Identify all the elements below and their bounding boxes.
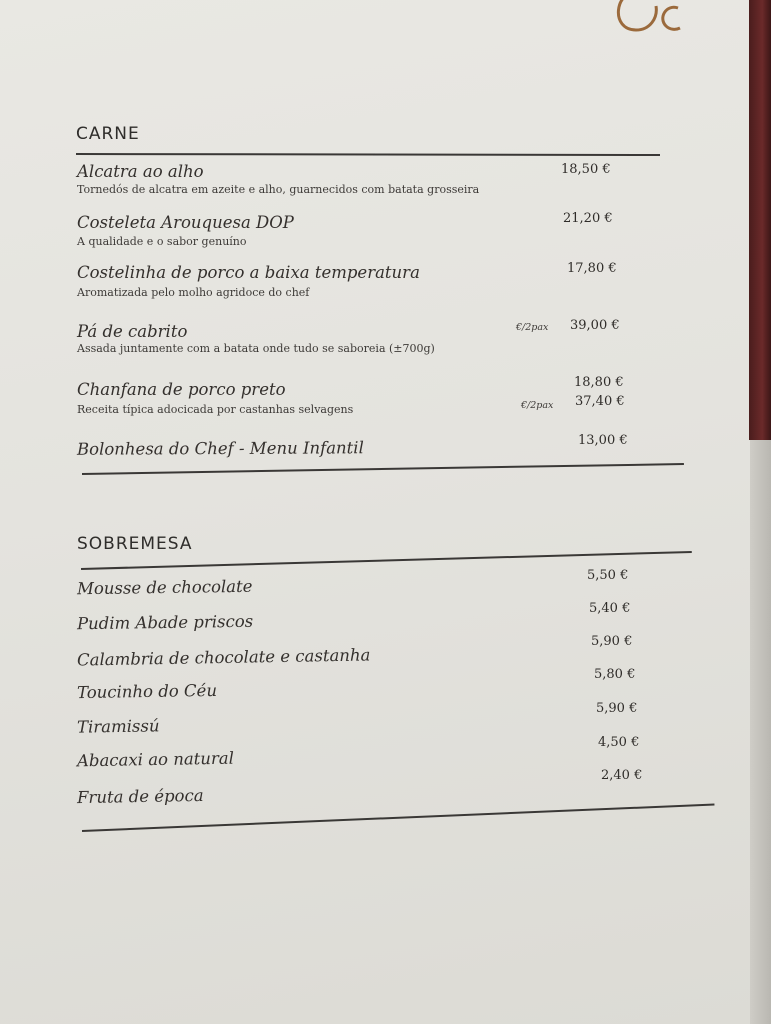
section-title-carne: CARNE — [76, 124, 140, 144]
dish-name: Fruta de época — [76, 785, 204, 808]
dish-name: Alcatra ao alho — [77, 162, 204, 181]
dish-price: 39,00 € — [570, 318, 620, 333]
dish-name: Toucinho do Céu — [76, 680, 218, 703]
price-unit: €/2pax — [516, 322, 549, 333]
dish-name: Calambria de chocolate e castanha — [76, 645, 371, 670]
section-rule — [76, 153, 660, 156]
dish-price: 5,90 € — [591, 634, 633, 649]
section-rule — [82, 803, 715, 831]
dish-name: Pudim Abade priscos — [76, 611, 254, 634]
section-rule — [82, 463, 684, 475]
dish-name: Chanfana de porco preto — [77, 380, 286, 399]
dish-name: Mousse de chocolate — [76, 576, 253, 599]
dish-price: 4,50 € — [598, 735, 640, 750]
dish-name: Costeleta Arouquesa DOP — [77, 213, 294, 232]
dish-name: Pá de cabrito — [77, 322, 188, 341]
dish-price: 5,90 € — [596, 701, 638, 716]
dish-price: 13,00 € — [578, 433, 628, 448]
dish-name: Tiramissú — [76, 716, 160, 737]
dish-price: 21,20 € — [563, 211, 613, 226]
price-unit: €/2pax — [521, 400, 554, 411]
dish-description: Tornedós de alcatra em azeite e alho, guarnecidos com batata grosseira — [77, 183, 480, 196]
dish-name: Abacaxi ao natural — [76, 748, 235, 771]
menu-page-edge — [750, 440, 771, 1024]
dish-price: 18,80 € — [574, 375, 624, 390]
dish-price: 17,80 € — [567, 261, 617, 276]
dish-description: Receita típica adocicada por castanhas selvagens — [77, 403, 354, 416]
dish-price: 5,50 € — [587, 568, 629, 583]
dish-description: Aromatizada pelo molho agridoce do chef — [77, 286, 310, 299]
dish-price: 18,50 € — [561, 162, 611, 177]
menu-cover-edge — [749, 0, 771, 440]
dish-price-2pax: 37,40 € — [575, 394, 625, 409]
dish-description: Assada juntamente com a batata onde tudo se saboreia (±700g) — [77, 342, 435, 355]
section-title-sobremesa: SOBREMESA — [77, 534, 193, 554]
dish-price: 2,40 € — [601, 768, 643, 783]
dish-name: Bolonhesa do Chef - Menu Infantil — [76, 438, 364, 459]
dish-price: 5,80 € — [594, 667, 636, 682]
dish-name: Costelinha de porco a baixa temperatura — [77, 263, 420, 282]
dish-description: A qualidade e o sabor genuíno — [77, 235, 247, 248]
dish-price: 5,40 € — [589, 601, 631, 616]
